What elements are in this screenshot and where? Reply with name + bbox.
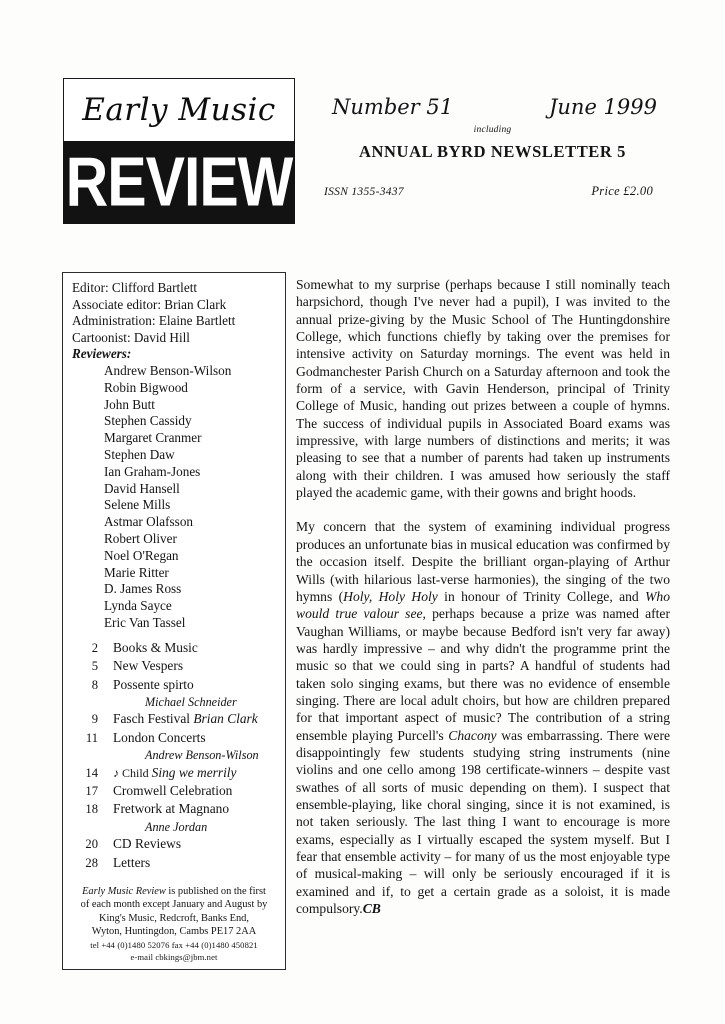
reviewer-name: Andrew Benson-Wilson <box>104 362 232 378</box>
toc-entry-author: Michael Schneider <box>145 694 237 709</box>
issue-header-row-bottom <box>320 184 665 199</box>
including-label: including <box>473 125 512 135</box>
reviewer-name: Stephen Daw <box>104 446 175 462</box>
toc-entry-title: New Vespers <box>113 658 184 674</box>
toc-page-number: 18 <box>85 802 98 817</box>
toc-entry-title: Possente spirto <box>113 676 194 692</box>
article-paragraph-1: Somewhat to my surprise (perhaps because I still nominally teach harpsichord, though I've never had a pupil), I was invited to the annual prize-giving by the Music School of The Huntingdonshire College, which functions chiefly by taking over the premises for intensive activity on Saturday mornings. The event was held in Godmanchester Parish Church on a Saturday afternoon and took the form of a service, with Gavin Henderson, principal of Trinity College of Music, handing out prizes between a couple of hymns. The success of individual pupils in Associated Board exams was impressive, with large numbers of distinctions and merits; it was pleasing to see that a number of parents had taken up instruments along with their children. I was amused how seriously the staff played the academic game, with their gowns and bright hoods. <box>296 277 670 501</box>
imprint-phone-fax: tel +44 (0)1480 52076 fax +44 (0)1480 450821 <box>90 939 258 950</box>
toc-page-number: 17 <box>85 783 98 798</box>
toc-entry-title: Letters <box>113 854 151 870</box>
publisher-imprint <box>72 885 276 963</box>
toc-entry[interactable] <box>72 764 276 782</box>
reviewer-name: Robert Oliver <box>104 530 177 546</box>
toc-page-number: 28 <box>85 855 98 870</box>
issue-date: June 1999 <box>548 95 657 119</box>
reviewer-name: Marie Ritter <box>104 564 169 580</box>
toc-entry-author: Andrew Benson-Wilson <box>145 748 259 763</box>
toc-entry-title: ♪ Child Sing we merrily <box>113 764 237 780</box>
toc-entry[interactable] <box>72 854 276 872</box>
reviewer-name: David Hansell <box>104 480 180 496</box>
editorial-article <box>296 276 670 917</box>
masthead-title-review: REVIEW <box>65 143 293 221</box>
toc-entry[interactable] <box>72 729 276 747</box>
reviewer-name: Noel O'Regan <box>104 547 179 563</box>
toc-page-number: 2 <box>91 640 98 655</box>
toc-entry-title: CD Reviews <box>113 836 182 852</box>
imprint-line-3: King's Music, Redcroft, Banks End, <box>99 912 249 924</box>
staff-list <box>72 280 276 363</box>
reviewer-name: Stephen Cassidy <box>104 413 192 429</box>
reviewer-name: Lynda Sayce <box>104 598 172 614</box>
masthead-logo <box>63 78 295 222</box>
work-title-chacony: Chacony <box>448 727 497 743</box>
reviewers-list <box>72 363 276 632</box>
toc-entry[interactable] <box>72 639 276 657</box>
staff-cartoonist: Cartoonist: David Hill <box>72 329 190 345</box>
toc-page-number: 20 <box>85 837 98 852</box>
toc-page-number: 14 <box>85 765 98 780</box>
staff-editor: Editor: Clifford Bartlett <box>72 280 198 295</box>
toc-entry[interactable] <box>72 835 276 853</box>
table-of-contents <box>72 639 276 872</box>
masthead-sidebar-box <box>62 272 286 970</box>
imprint-email: e-mail cbkings@jbm.net <box>130 952 218 963</box>
toc-entry[interactable] <box>72 657 276 675</box>
reviewer-name: Ian Graham-Jones <box>104 463 201 479</box>
author-initials: CB <box>362 901 381 917</box>
imprint-line-2: of each month except January and August by <box>80 899 268 911</box>
reviewer-name: Selene Mills <box>104 497 171 513</box>
hymn-title-2: Who would true valour see <box>296 588 671 622</box>
toc-entry-title: Books & Music <box>113 639 198 655</box>
annual-byrd-newsletter-title: ANNUAL BYRD NEWSLETTER 5 <box>359 142 626 161</box>
masthead-title-review-box <box>63 141 295 224</box>
reviewer-name: Robin Bigwood <box>104 379 188 395</box>
toc-entry[interactable] <box>72 782 276 800</box>
music-note-icon: ♪ Child <box>113 765 152 780</box>
staff-administration: Administration: Elaine Bartlett <box>72 313 236 329</box>
reviewer-name: Eric Van Tassel <box>104 614 186 630</box>
issn-number: ISSN 1355-3437 <box>324 186 404 198</box>
issue-number: Number 51 <box>332 95 454 119</box>
reviewer-name: D. James Ross <box>104 581 182 597</box>
staff-associate-editor: Associate editor: Brian Clark <box>72 296 227 312</box>
reviewer-name: Astmar Olafsson <box>104 514 194 530</box>
imprint-line-1: Early Music Review is published on the first <box>82 886 266 897</box>
toc-entry[interactable] <box>72 676 276 694</box>
toc-entry-title: Fretwork at Magnano <box>113 801 230 817</box>
toc-entry[interactable] <box>72 710 276 728</box>
toc-page-number: 5 <box>91 659 98 674</box>
reviewer-name: Margaret Cranmer <box>104 430 202 446</box>
toc-page-number: 8 <box>91 677 98 692</box>
imprint-line-4: Wyton, Huntingdon, Cambs PE17 2AA <box>91 926 257 938</box>
toc-entry-title: Fasch Festival Brian Clark <box>113 711 258 727</box>
reviewer-name: John Butt <box>104 396 155 412</box>
masthead-title-box <box>63 78 295 141</box>
issue-header-row-top <box>320 95 665 119</box>
masthead-title-early-music: Early Music <box>82 92 276 128</box>
toc-page-number: 11 <box>85 730 98 745</box>
toc-entry-title: Cromwell Celebration <box>113 782 233 798</box>
cover-price: Price £2.00 <box>591 184 653 198</box>
journal-name: Early Music Review <box>82 886 166 897</box>
toc-entry-title: London Concerts <box>113 729 206 745</box>
hymn-title-1: Holy, Holy Holy <box>343 588 438 604</box>
article-paragraph-2: My concern that the system of examining individual progress produces an unfortunate bias in musical education was confirmed by the occasion itself. Despite the brilliant organ-playing of Arthur Wills (with hilarious last-verse harmonies), the singing of the two hymns (Holy, Holy Holy in honour of Trinity College, and Who would true valour see, perhaps because a prize was named after Vaughan Williams, or maybe because Bedford isn't very far away) was hardly impressive – and why didn't the programme print the music so that we could sing in parts? A handful of students had taken solo singing exams, but there was no evidence of ensemble singing. There are local adult choirs, but how are children prepared for that important aspect of music? The contribution of a string ensemble playing Purcell's Chacony was embarrassing. There were disappointingly few students studying string instruments (nine violins and one cello among 198 certificate-winners – despite vast swathes of all sorts of music depending on them). I suspect that ensemble-playing, like choral singing, since it is not examined, is not taken seriously. The last thing I want to encourage is more exams, especially as I virtually escaped the system myself. But I fear that ensemble activity – for many of us the most enjoyable type of musical-making – will only be seriously encouraged if it is examined and if, to get a certain grade as a soloist, it is made compulsory.CB <box>296 519 671 917</box>
reviewers-heading: Reviewers: <box>72 346 132 362</box>
issue-header <box>320 95 665 199</box>
toc-page-number: 9 <box>91 712 98 727</box>
toc-entry[interactable] <box>72 800 276 818</box>
toc-entry-author: Anne Jordan <box>145 819 208 834</box>
